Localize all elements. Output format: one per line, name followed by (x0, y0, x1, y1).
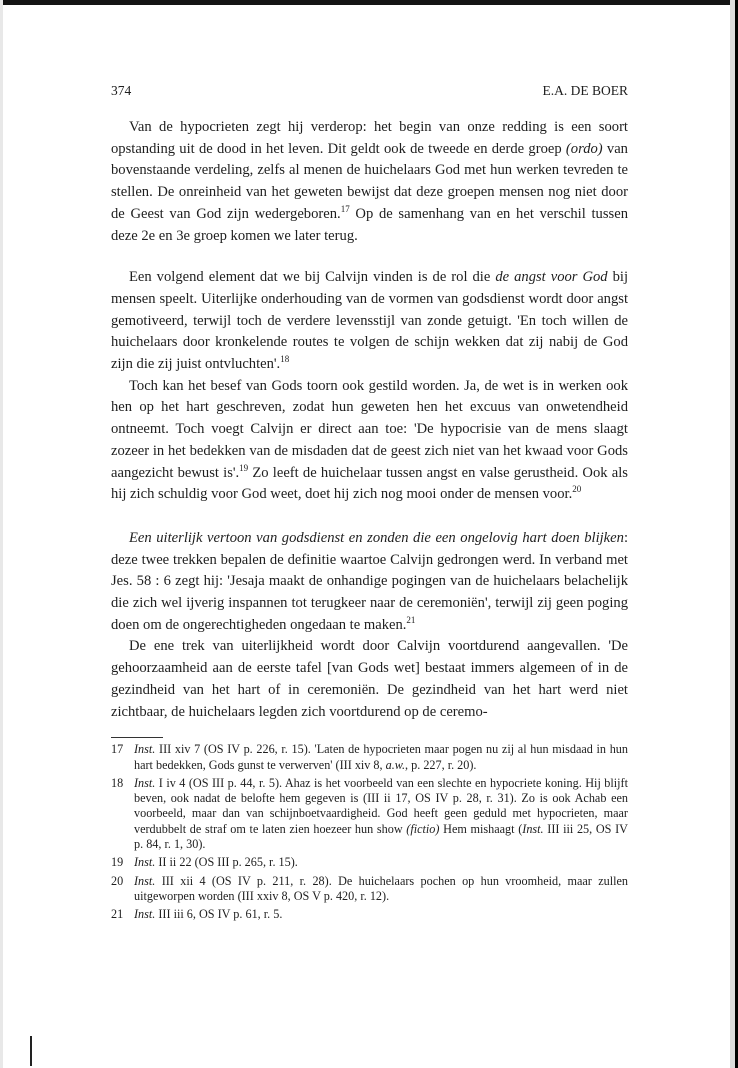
text-run: I iv 4 (OS III p. 44, r. 5). Ahaz is het voorbeeld van een slechte en hypocriete koning. Hij blijft beven, ook nadat de belofte hem gegeven is (III ii 17, OS IV p. 28, r. 31). Zo is ook Achab een voorbeeld, maar dan van schijnboetvaardigheid. God heeft geen geduld met hypocrieten, maar verdubbelt de straf om te laten zien hoezeer hun show (134, 775, 628, 836)
footnote-ref: 20 (572, 484, 582, 495)
footnote-text (134, 855, 628, 870)
body-paragraph-4 (111, 528, 628, 637)
text-run: III xiv 7 (OS IV p. 226, r. 15). 'Laten de hypocrieten maar pogen nu zij al hun misdaad in hun hart bedekken, Gods gunst te verwerven' (III xiv 8, (134, 742, 628, 772)
text-run: : deze twee trekken bepalen de definitie waartoe Calvijn gedrongen werd. In verband met Jes. 58 : 6 zegt hij: 'Jesaja maakt de onhandige pogingen van de huichelaars belachelijk die zich wel ijverig inspannen tot terugkeer naar de ceremoniën', terwijl zij geen poging doen om de ongerechtigheden ongedaan te maken. (111, 529, 628, 633)
text-run: Een volgend element dat we bij Calvijn vinden is de rol die (129, 269, 496, 286)
footnote-ref: 19 (239, 462, 249, 473)
italic-text: Inst. (522, 821, 544, 836)
italic-text: (fictio) (406, 821, 440, 836)
book-page (111, 82, 628, 926)
footnote-text (134, 874, 628, 905)
body-paragraph-1 (111, 117, 628, 247)
italic-text: Inst. (134, 742, 156, 757)
footnote-separator (111, 737, 163, 738)
text-run: De ene trek van uiterlijkheid wordt door Calvijn voortdurend aangevallen. 'De gehoorzaamheid aan de eerste tafel [van Gods wet] bestaat immers algemeen of in de gezindheid van het hart of in ceremoniën. De gezindheid van het hart werd niet zichtbaar, de huichelaars legden zich voortdurend op de ceremo- (111, 638, 628, 720)
italic-text: (ordo) (565, 140, 603, 157)
text-run: Van de hypocrieten zegt hij verderop: het begin van onze redding is een soort opstanding uit de dood in het leven. Dit geldt ook de tweede en derde groep (111, 119, 628, 157)
footnote-ref: 17 (340, 203, 350, 214)
footnote-number: 21 (111, 907, 124, 922)
italic-text: Inst. (134, 775, 156, 790)
text-run: Hem mishaagt ( (439, 821, 523, 836)
italic-text: Inst. (134, 873, 156, 888)
footnote-21 (111, 907, 628, 922)
text-run: III xii 4 (OS IV p. 211, r. 28). De huichelaars pochen op hun vroomheid, maar zullen uitgeworpen worden (III xxiv 8, OS V p. 420, r. 12). (134, 873, 628, 903)
italic-text: a.w. (385, 757, 406, 772)
text-run: Zo leeft de huichelaar tussen angst en valse gerustheid. Ook als hij zich schuldig voor God weet, doet hij zich nog mooi onder de mensen voor. (111, 464, 628, 503)
footnote-text (134, 907, 628, 922)
scan-border-right (730, 0, 738, 1068)
footnote-number: 19 (111, 855, 124, 870)
footnote-19 (111, 855, 628, 870)
text-run: III iii 25, OS IV p. 84, r. 1, 30). (134, 821, 628, 852)
text-run: II ii 22 (OS III p. 265, r. 15). (155, 855, 298, 870)
scan-border-top (0, 0, 738, 5)
footnote-18 (111, 776, 628, 852)
scan-border-left (0, 0, 3, 1068)
italic-text: Inst. (134, 855, 156, 870)
footnote-ref: 18 (280, 354, 290, 365)
italic-text: de angst voor God (495, 269, 608, 286)
footnote-ref: 21 (406, 614, 416, 625)
text-run: bij mensen speelt. Uiterlijke onderhouding van de vormen van godsdienst wordt door angst gemotiveerd, terwijl toch de verdere levensstijl van zonde getuigt. 'En toch willen de huichelaars door kronkelende routes te volgen de schijn wekken dat zij nabij de God zijn die zij juist ontvluchten'. (111, 269, 628, 373)
body-paragraph-2 (111, 267, 628, 376)
text-run: Op de samenhang van en het verschil tussen deze 2e en 3e groep komen we later terug. (111, 205, 628, 244)
footnote-17 (111, 742, 628, 773)
page-number: 374 (111, 83, 132, 98)
running-head-author: E.A. DE BOER (542, 83, 628, 98)
footnote-number: 18 (111, 775, 124, 790)
footnote-text (134, 776, 628, 852)
footnote-text (134, 742, 628, 773)
footnote-number: 17 (111, 742, 124, 757)
text-run: , p. 227, r. 20). (405, 757, 477, 772)
italic-text: Een uiterlijk vertoon van godsdienst en zonden die een ongelovig hart doen blijken (129, 529, 624, 546)
footnote-number: 20 (111, 873, 124, 888)
body-paragraph-3 (111, 376, 628, 506)
text-run: Toch kan het besef van Gods toorn ook gestild worden. Ja, de wet is in werken ook hen op het hart geschreven, zodat hun geweten hen het excuus van onwetendheid ontneemt. Toch voegt Calvijn er direct aan toe: 'De hypocrisie van de mens slaagt zozeer in het bedekken van de misdaden dat de geest zich niet van het kwaad voor Gods aangezicht bewust is'. (111, 377, 628, 481)
body-paragraph-5 (111, 636, 628, 723)
italic-text: Inst. (134, 907, 156, 922)
footnote-20 (111, 874, 628, 905)
running-head (111, 82, 628, 100)
scan-mark (30, 1036, 32, 1066)
text-run: III iii 6, OS IV p. 61, r. 5. (155, 907, 283, 922)
text-run: van bovenstaande verdeling, zelfs al menen de huichelaars God met hun werken tevreden te stellen. De onreinheid van het geweten bewijst dat deze groepen mensen nog niet door de Geest van God zijn wedergeboren. (111, 140, 628, 222)
